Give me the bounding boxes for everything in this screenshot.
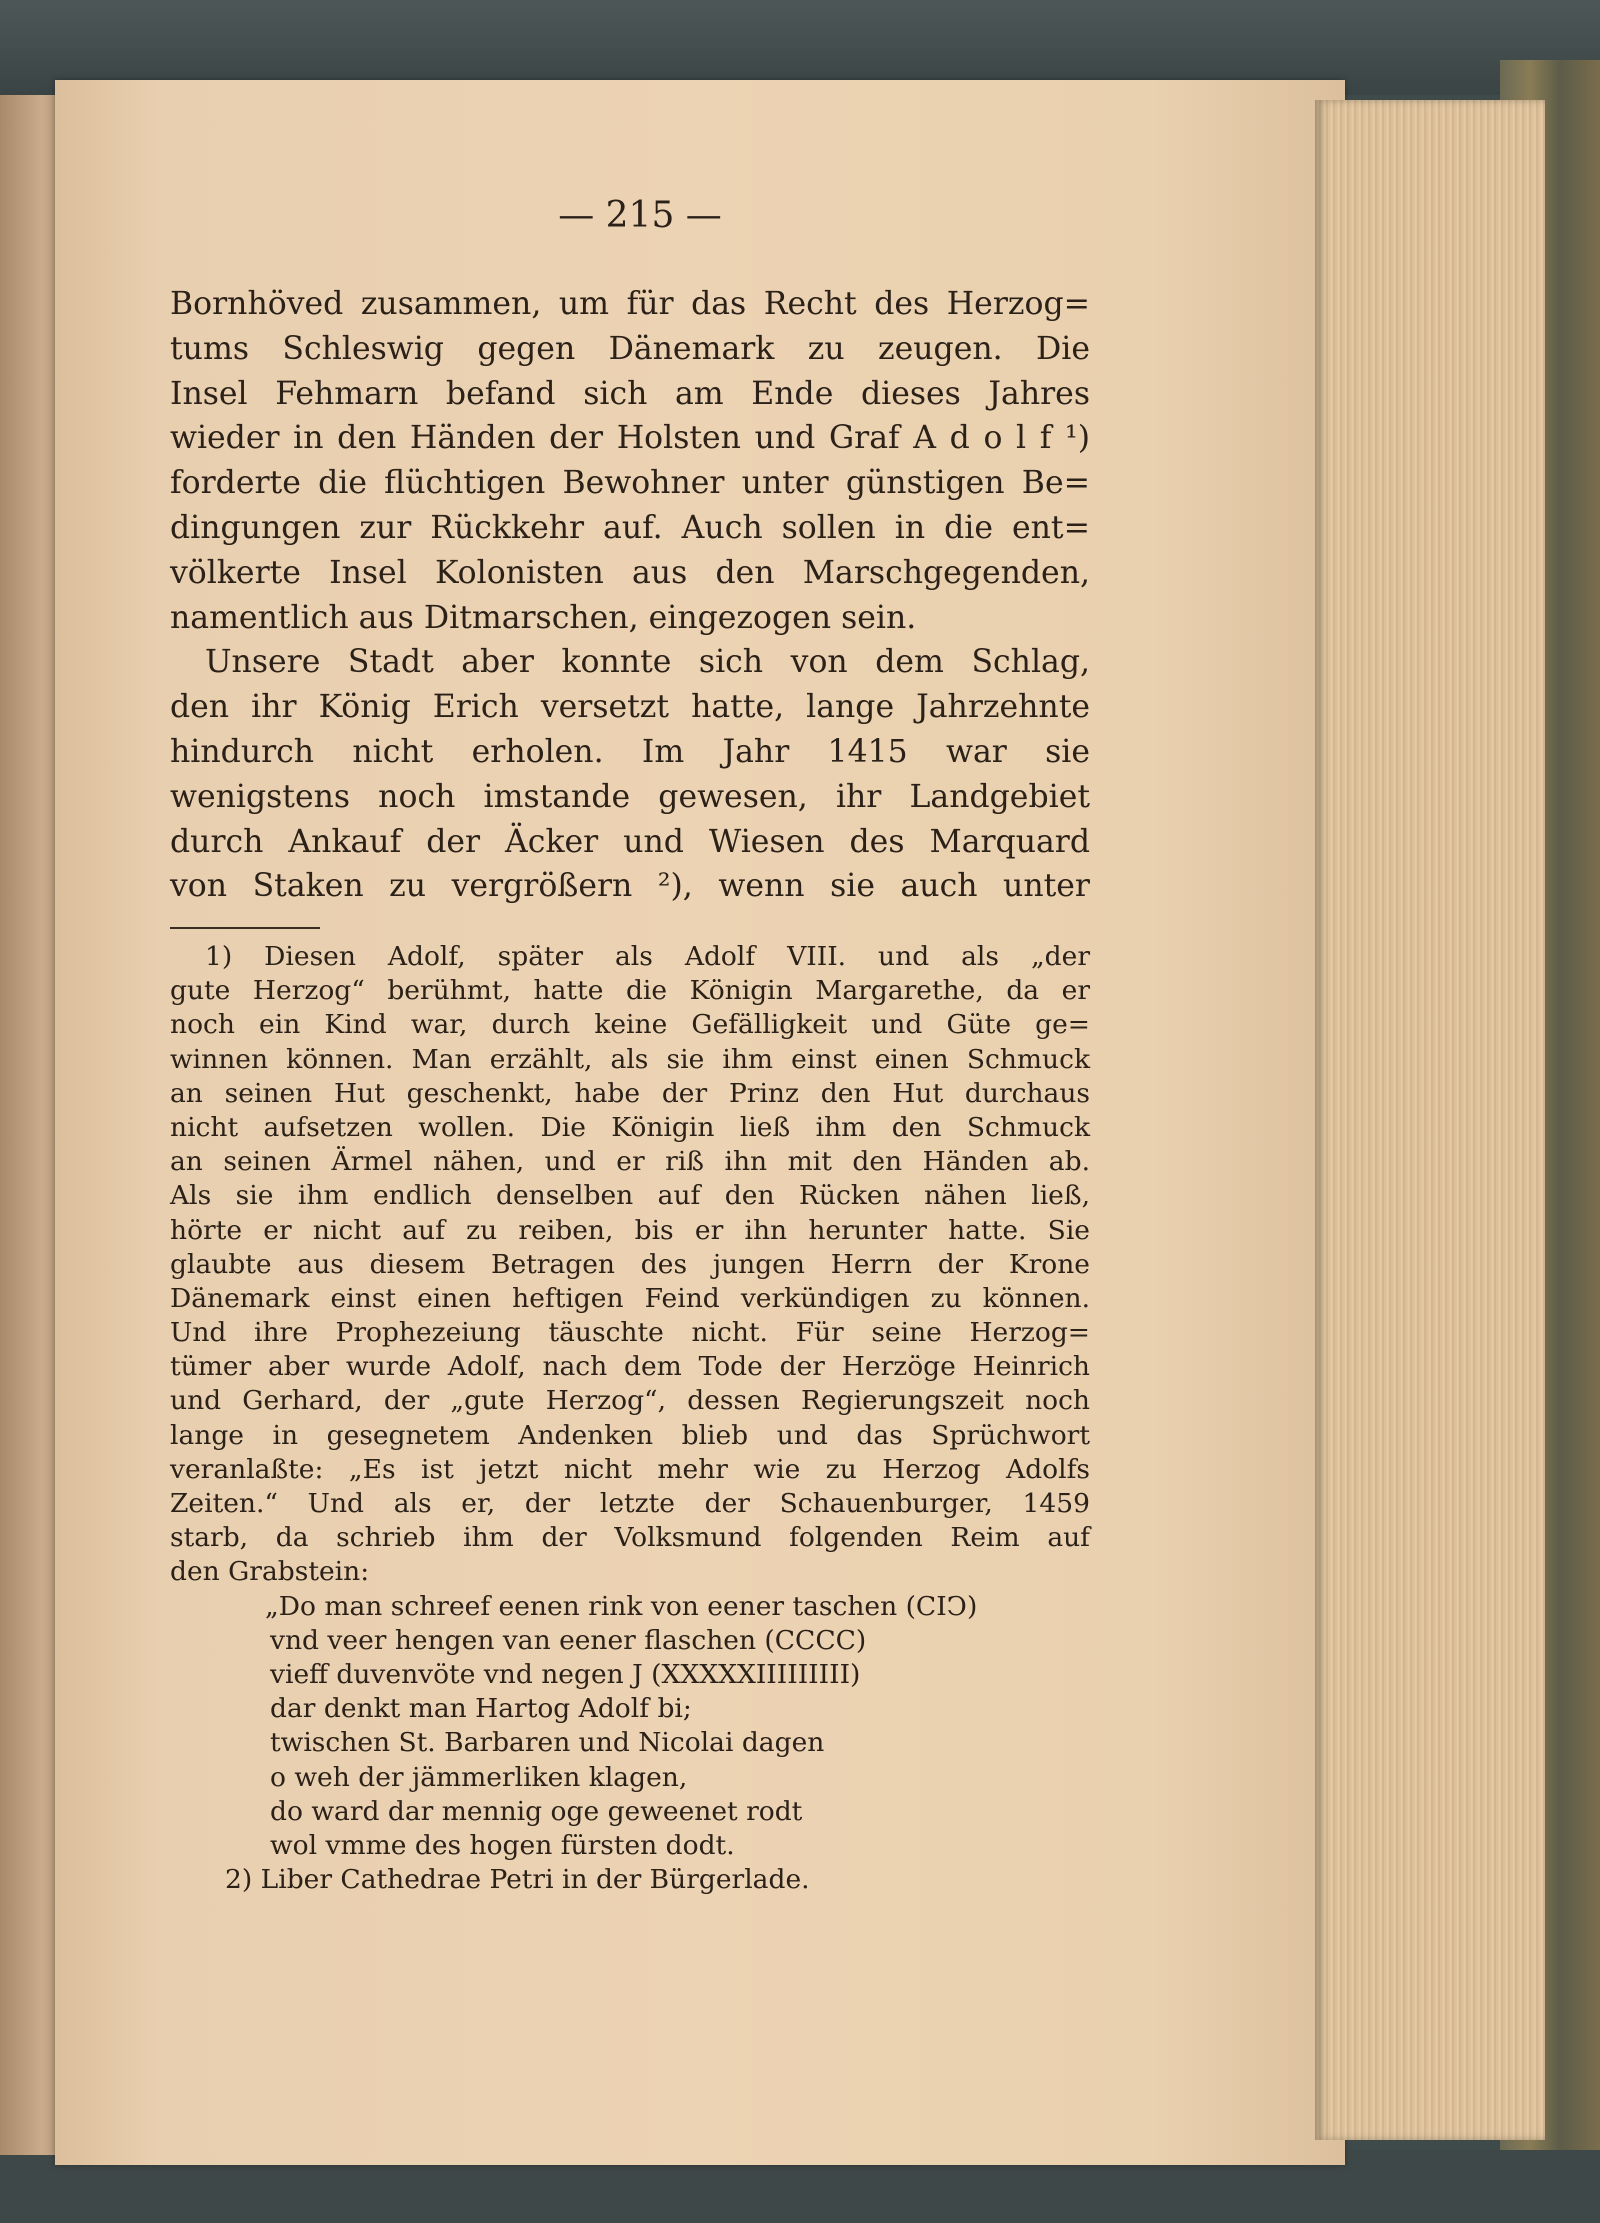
body-text (170, 282, 1090, 909)
body-line: wieder in den Händen der Holsten und Graf A d o l f ¹) (170, 420, 1090, 457)
footnote-1 (170, 940, 1090, 1897)
footnote-line: noch ein Kind war, durch keine Gefälligkeit und Güte ge= (170, 1009, 1090, 1041)
footnote-line: 1) Diesen Adolf, später als Adolf VIII. und als „der (205, 941, 1090, 972)
body-line: hindurch nicht erholen. Im Jahr 1415 war sie (170, 733, 1090, 770)
footnote-line: Dänemark einst einen heftigen Feind verkündigen zu können. (170, 1282, 1090, 1314)
footnote-line: tümer aber wurde Adolf, nach dem Tode der Herzöge Heinrich (170, 1351, 1090, 1383)
footnote-line: den Grabstein: (170, 1556, 370, 1588)
footnote-line: an seinen Hut geschenkt, habe der Prinz den Hut durchaus (170, 1077, 1090, 1109)
footnote-divider (170, 927, 320, 929)
body-line: Bornhöved zusammen, um für das Recht des Herzog= (170, 286, 1090, 322)
footnote-line: winnen können. Man erzählt, als sie ihm einst einen Schmuck (170, 1043, 1090, 1075)
poem-line: twischen St. Barbaren und Nicolai dagen (270, 1727, 825, 1759)
poem-line: vieff duvenvöte vnd negen J (XXXXXIIIIIIIII) (270, 1658, 861, 1690)
footnote-line: Zeiten.“ Und als er, der letzte der Schauenburger, 1459 (170, 1488, 1090, 1519)
footnote-line: starb, da schrieb ihm der Volksmund folgenden Reim auf (170, 1522, 1090, 1554)
footnote-line: lange in gesegnetem Andenken blieb und das Sprüchwort (170, 1419, 1090, 1451)
body-line: Unsere Stadt aber konnte sich von dem Schlag, (205, 644, 1090, 681)
body-line: tums Schleswig gegen Dänemark zu zeugen. Die (170, 330, 1090, 367)
body-line: dingungen zur Rückkehr auf. Auch sollen in die ent= (170, 509, 1090, 546)
footnote-line: und Gerhard, der „gute Herzog“, dessen Regierungszeit noch (170, 1385, 1090, 1417)
footnote-line: Als sie ihm endlich denselben auf den Rücken nähen ließ, (170, 1180, 1090, 1212)
poem-line: o weh der jämmerliken klagen, (270, 1761, 688, 1793)
footnote-line: gute Herzog“ berühmt, hatte die Königin Margarethe, da er (170, 975, 1090, 1007)
page-number: — 215 — (558, 195, 722, 236)
footnote-line: an seinen Ärmel nähen, und er riß ihn mit den Händen ab. (170, 1146, 1090, 1178)
poem-line: do ward dar mennig oge geweenet rodt (270, 1795, 803, 1827)
poem-line: wol vmme des hogen fürsten dodt. (270, 1829, 735, 1861)
footnote-line: hörte er nicht auf zu reiben, bis er ihn herunter hatte. Sie (170, 1214, 1090, 1246)
poem-line: „Do man schreef eenen rink von eener taschen (CIↃ) (265, 1590, 978, 1622)
footnote-line: Und ihre Prophezeiung täuschte nicht. Für seine Herzog= (170, 1317, 1090, 1349)
body-line: wenigstens noch imstande gewesen, ihr Landgebiet (170, 778, 1090, 815)
body-line: durch Ankauf der Äcker und Wiesen des Marquard (170, 823, 1090, 860)
footnote-line: veranlaßte: „Es ist jetzt nicht mehr wie zu Herzog Adolfs (170, 1453, 1090, 1485)
footnote-line: glaubte aus diesem Betragen des jungen Herrn der Krone (170, 1248, 1090, 1280)
body-line: Insel Fehmarn befand sich am Ende dieses Jahres (170, 375, 1090, 412)
body-line: namentlich aus Ditmarschen, eingezogen sein. (170, 599, 917, 636)
page-fore-edge (1315, 100, 1545, 2140)
facing-page-edge (0, 95, 60, 2155)
poem-line: dar denkt man Hartog Adolf bi; (270, 1693, 692, 1725)
body-line: den ihr König Erich versetzt hatte, lange Jahrzehnte (170, 689, 1090, 726)
body-line: von Staken zu vergrößern ²), wenn sie auch unter (170, 868, 1090, 905)
footnote-line: nicht aufsetzen wollen. Die Königin ließ ihm den Schmuck (170, 1111, 1090, 1143)
poem-line: vnd veer hengen van eener flaschen (CCCC) (270, 1624, 867, 1656)
footnote-2: 2) Liber Cathedrae Petri in der Bürgerlade. (225, 1864, 810, 1896)
body-line: völkerte Insel Kolonisten aus den Marschgegenden, (170, 554, 1090, 591)
body-line: forderte die flüchtigen Bewohner unter günstigen Be= (170, 465, 1090, 502)
